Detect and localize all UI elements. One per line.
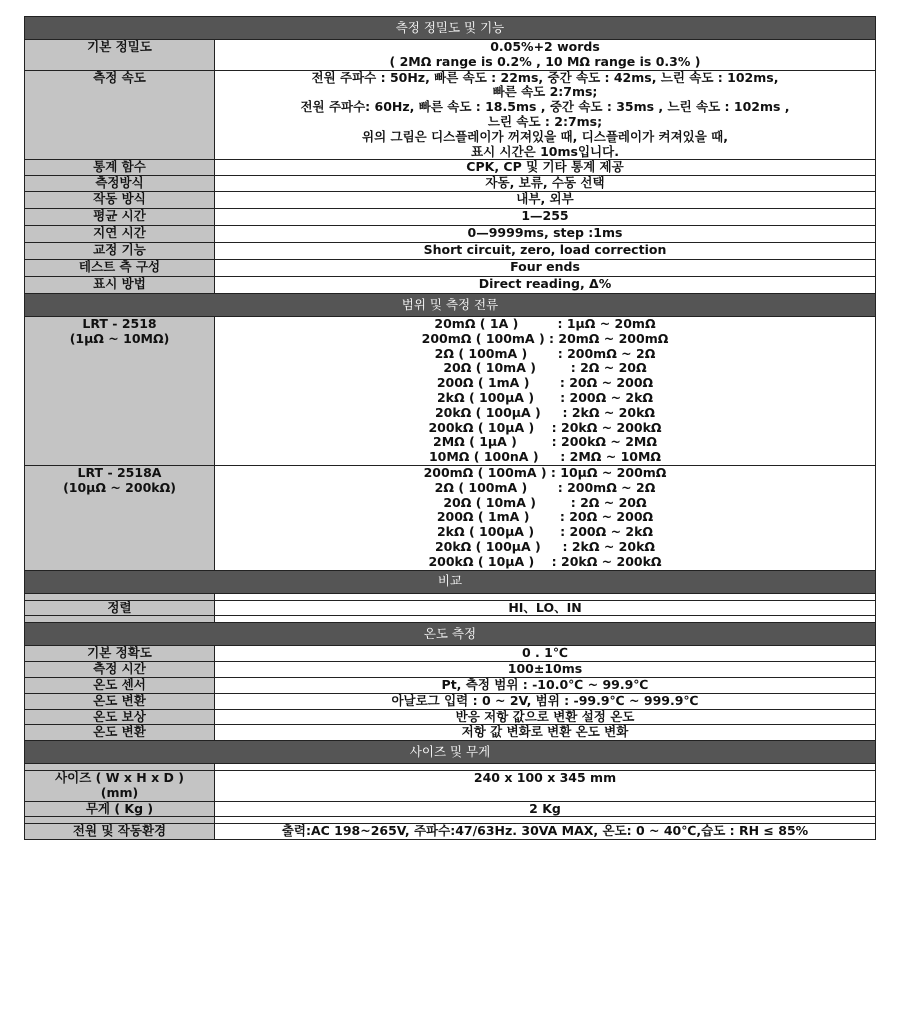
row-value: Pt, 측정 범위 : -10.0℃ ~ 99.9℃ bbox=[215, 677, 876, 693]
row-basic-accuracy bbox=[25, 40, 876, 71]
row-value: 내부, 외부 bbox=[215, 191, 876, 208]
row-measure-mode bbox=[25, 176, 876, 192]
row-label: 온도 센서 bbox=[25, 677, 215, 693]
section-title: 온도 측정 bbox=[25, 623, 876, 646]
row-size bbox=[25, 771, 876, 802]
row-value: 100±10ms bbox=[215, 662, 876, 678]
size-label-line: 사이즈 ( W x H x D ) bbox=[55, 770, 184, 786]
range-line: 20kΩ ( 100μA ) : 2kΩ ~ 20kΩ bbox=[434, 538, 656, 554]
row-label: 온도 보상 bbox=[25, 709, 215, 725]
section-title: 비교 bbox=[25, 570, 876, 593]
value-line: 0.05%+2 words bbox=[490, 39, 600, 54]
row-temp-accuracy bbox=[25, 646, 876, 662]
row-label bbox=[25, 771, 215, 802]
row-operation bbox=[25, 191, 876, 208]
model-range: (1μΩ ~ 10MΩ) bbox=[69, 330, 170, 346]
row-label: 무게 ( Kg ) bbox=[25, 801, 215, 817]
spacer-cell bbox=[215, 593, 876, 600]
range-line: 20mΩ ( 1A ) : 1μΩ ~ 20mΩ bbox=[434, 315, 656, 331]
value-line: 전원 주파수: 60Hz, 빠른 속도 : 18.5ms , 중간 속도 : 35ms , 느린 속도 : 102ms , bbox=[300, 99, 790, 115]
row-value: 반응 저항 값으로 변환 설정 온도 bbox=[215, 709, 876, 725]
row-value: Four ends bbox=[215, 259, 876, 276]
range-line: 2kΩ ( 100μA ) : 200Ω ~ 2kΩ bbox=[436, 524, 654, 540]
range-line: 200mΩ ( 100mA ) : 10μΩ ~ 200mΩ bbox=[423, 464, 667, 480]
row-weight bbox=[25, 801, 876, 817]
range-line: 200Ω ( 1mA ) : 20Ω ~ 200Ω bbox=[436, 375, 654, 391]
section-title: 측정 정밀도 및 기능 bbox=[25, 17, 876, 40]
row-value: HI、LO、IN bbox=[215, 600, 876, 616]
row-statistics bbox=[25, 160, 876, 176]
row-label: 통계 함수 bbox=[25, 160, 215, 176]
row-sorting bbox=[25, 600, 876, 616]
row-label: 지연 시간 bbox=[25, 225, 215, 242]
model-range: (10μΩ ~ 200kΩ) bbox=[63, 479, 176, 495]
section-header-accuracy bbox=[25, 17, 876, 40]
row-label: 측정방식 bbox=[25, 176, 215, 192]
section-title: 사이즈 및 무게 bbox=[25, 741, 876, 764]
row-label: 측정 시간 bbox=[25, 662, 215, 678]
row-test-config bbox=[25, 259, 876, 276]
row-label: 기본 정확도 bbox=[25, 646, 215, 662]
row-temp-conversion-2 bbox=[25, 725, 876, 741]
row-label: 교정 기능 bbox=[25, 242, 215, 259]
row-label: 테스트 측 구성 bbox=[25, 259, 215, 276]
row-display-method bbox=[25, 276, 876, 293]
range-line: 20kΩ ( 100μA ) : 2kΩ ~ 20kΩ bbox=[434, 404, 656, 420]
row-value: 240 x 100 x 345 mm bbox=[215, 771, 876, 802]
row-label: 정렬 bbox=[25, 600, 215, 616]
row-label: 표시 방법 bbox=[25, 276, 215, 293]
range-line: 2MΩ ( 1μA ) : 200kΩ ~ 2MΩ bbox=[433, 434, 657, 450]
spacer-cell bbox=[25, 616, 215, 623]
row-label: 전원 및 작동환경 bbox=[25, 824, 215, 840]
row-label: 작동 방식 bbox=[25, 191, 215, 208]
spacer-row bbox=[25, 616, 876, 623]
row-value bbox=[215, 70, 876, 160]
row-model-lrt-2518a bbox=[25, 465, 876, 570]
spacer-cell bbox=[25, 593, 215, 600]
range-line: 200Ω ( 1mA ) : 20Ω ~ 200Ω bbox=[436, 509, 654, 525]
spacer-cell bbox=[215, 616, 876, 623]
section-header-size bbox=[25, 741, 876, 764]
row-temp-conversion bbox=[25, 693, 876, 709]
section-title: 범위 및 측정 전류 bbox=[25, 293, 876, 316]
row-measure-speed bbox=[25, 70, 876, 160]
range-line: 20Ω ( 10mA ) : 2Ω ~ 20Ω bbox=[443, 494, 647, 510]
row-power bbox=[25, 824, 876, 840]
spec-table bbox=[24, 16, 876, 840]
range-line: 200kΩ ( 10μA ) : 20kΩ ~ 200kΩ bbox=[428, 419, 662, 435]
value-line: 표시 시간은 10ms입니다. bbox=[471, 143, 619, 159]
value-line: 위의 그림은 디스플레이가 꺼져있을 때, 디스플레이가 켜져있을 때, bbox=[362, 128, 728, 144]
row-value: Direct reading, Δ% bbox=[215, 276, 876, 293]
row-temp-sensor bbox=[25, 677, 876, 693]
row-label: 온도 변환 bbox=[25, 725, 215, 741]
row-value: 저항 값 변화로 변환 온도 변화 bbox=[215, 725, 876, 741]
row-label: 온도 변환 bbox=[25, 693, 215, 709]
value-line: 느린 속도 : 2:7ms; bbox=[487, 113, 603, 129]
row-value: 0—9999ms, step :1ms bbox=[215, 225, 876, 242]
row-average-time bbox=[25, 208, 876, 225]
model-name: LRT - 2518 bbox=[82, 315, 157, 331]
spacer-row bbox=[25, 593, 876, 600]
range-line: 200kΩ ( 10μA ) : 20kΩ ~ 200kΩ bbox=[428, 553, 662, 569]
model-name: LRT - 2518A bbox=[77, 464, 162, 480]
row-value: 출력:AC 198~265V, 주파수:47/63Hz. 30VA MAX, 온도: 0 ~ 40℃,습도 : RH ≤ 85% bbox=[215, 824, 876, 840]
value-line: ( 2MΩ range is 0.2% , 10 MΩ range is 0.3% ) bbox=[389, 53, 701, 69]
row-value: 0 . 1℃ bbox=[215, 646, 876, 662]
row-value: 자동, 보류, 수동 선택 bbox=[215, 176, 876, 192]
row-label: 평균 시간 bbox=[25, 208, 215, 225]
value-line: 빠른 속도 2:7ms; bbox=[492, 84, 598, 100]
row-label bbox=[25, 465, 215, 570]
row-value: CPK, CP 및 기타 통계 제공 bbox=[215, 160, 876, 176]
row-temp-measure-time bbox=[25, 662, 876, 678]
row-value: 2 Kg bbox=[215, 801, 876, 817]
row-model-lrt-2518 bbox=[25, 316, 876, 465]
range-line: 2Ω ( 100mA ) : 200mΩ ~ 2Ω bbox=[434, 345, 656, 361]
row-value: 아날로그 입력 : 0 ~ 2V, 범위 : -99.9℃ ~ 999.9℃ bbox=[215, 693, 876, 709]
range-line: 20Ω ( 10mA ) : 2Ω ~ 20Ω bbox=[443, 360, 647, 376]
row-label bbox=[25, 316, 215, 465]
row-value bbox=[215, 40, 876, 71]
row-value bbox=[215, 316, 876, 465]
value-line: 전원 주파수 : 50Hz, 빠른 속도 : 22ms, 중간 속도 : 42ms, 느린 속도 : 102ms, bbox=[311, 69, 779, 85]
range-line: 2kΩ ( 100μA ) : 200Ω ~ 2kΩ bbox=[436, 389, 654, 405]
row-delay-time bbox=[25, 225, 876, 242]
range-line: 200mΩ ( 100mA ) : 20mΩ ~ 200mΩ bbox=[421, 330, 669, 346]
section-header-range bbox=[25, 293, 876, 316]
row-value: 1—255 bbox=[215, 208, 876, 225]
range-line: 10MΩ ( 100nA ) : 2MΩ ~ 10MΩ bbox=[428, 449, 662, 465]
row-value bbox=[215, 465, 876, 570]
section-header-temperature bbox=[25, 623, 876, 646]
row-temp-compensation bbox=[25, 709, 876, 725]
section-header-compare bbox=[25, 570, 876, 593]
row-value: Short circuit, zero, load correction bbox=[215, 242, 876, 259]
range-line: 2Ω ( 100mA ) : 200mΩ ~ 2Ω bbox=[434, 479, 656, 495]
row-calibration bbox=[25, 242, 876, 259]
row-label: 기본 정밀도 bbox=[25, 40, 215, 71]
row-label: 측정 속도 bbox=[25, 70, 215, 160]
size-label-line: (mm) bbox=[100, 784, 139, 800]
